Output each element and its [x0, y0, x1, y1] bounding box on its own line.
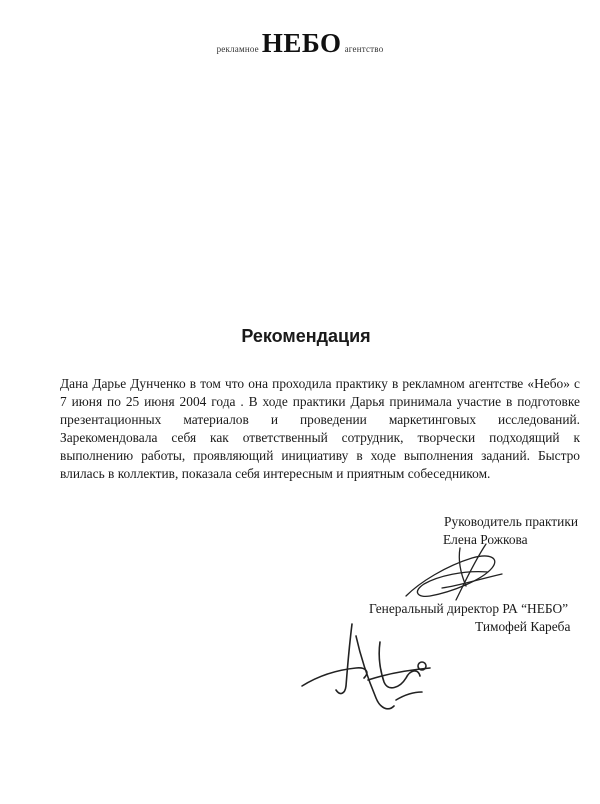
body-line: презентационных материалов и проведении маркетинговых исследований. [60, 412, 580, 427]
letterhead [0, 30, 600, 57]
letterhead-brand: НЕБО [261, 28, 342, 58]
document-title: Рекомендация [241, 326, 371, 346]
director-signature [296, 620, 446, 720]
supervisor-name: Елена Рожкова [443, 532, 528, 547]
director-role: Генеральный директор РА “НЕБО” [369, 601, 569, 616]
director-name: Тимофей Кареба [475, 619, 571, 634]
body-line: 7 июня по 25 июня 2004 года . В ходе практики Дарья принимала участие в подготовке [60, 394, 580, 409]
supervisor-role: Руководитель практики [444, 514, 578, 529]
body-paragraph [60, 375, 580, 483]
body-line: влилась в коллектив, показала себя интересным и приятным собеседником. [60, 466, 491, 481]
body-line: выполнению работы, проявляющий инициативу в ходе выполнения заданий. Быстро [60, 448, 580, 463]
supervisor-signature [398, 538, 508, 608]
letterhead-right: агентство [344, 44, 384, 54]
letterhead-left: рекламное [216, 44, 259, 54]
body-line: Зарекомендовала себя как ответственный сотрудник, творчески подходящий к [60, 430, 580, 445]
body-line: Дана Дарье Дунченко в том что она проходила практику в рекламном агентстве «Небо» с [60, 376, 580, 391]
